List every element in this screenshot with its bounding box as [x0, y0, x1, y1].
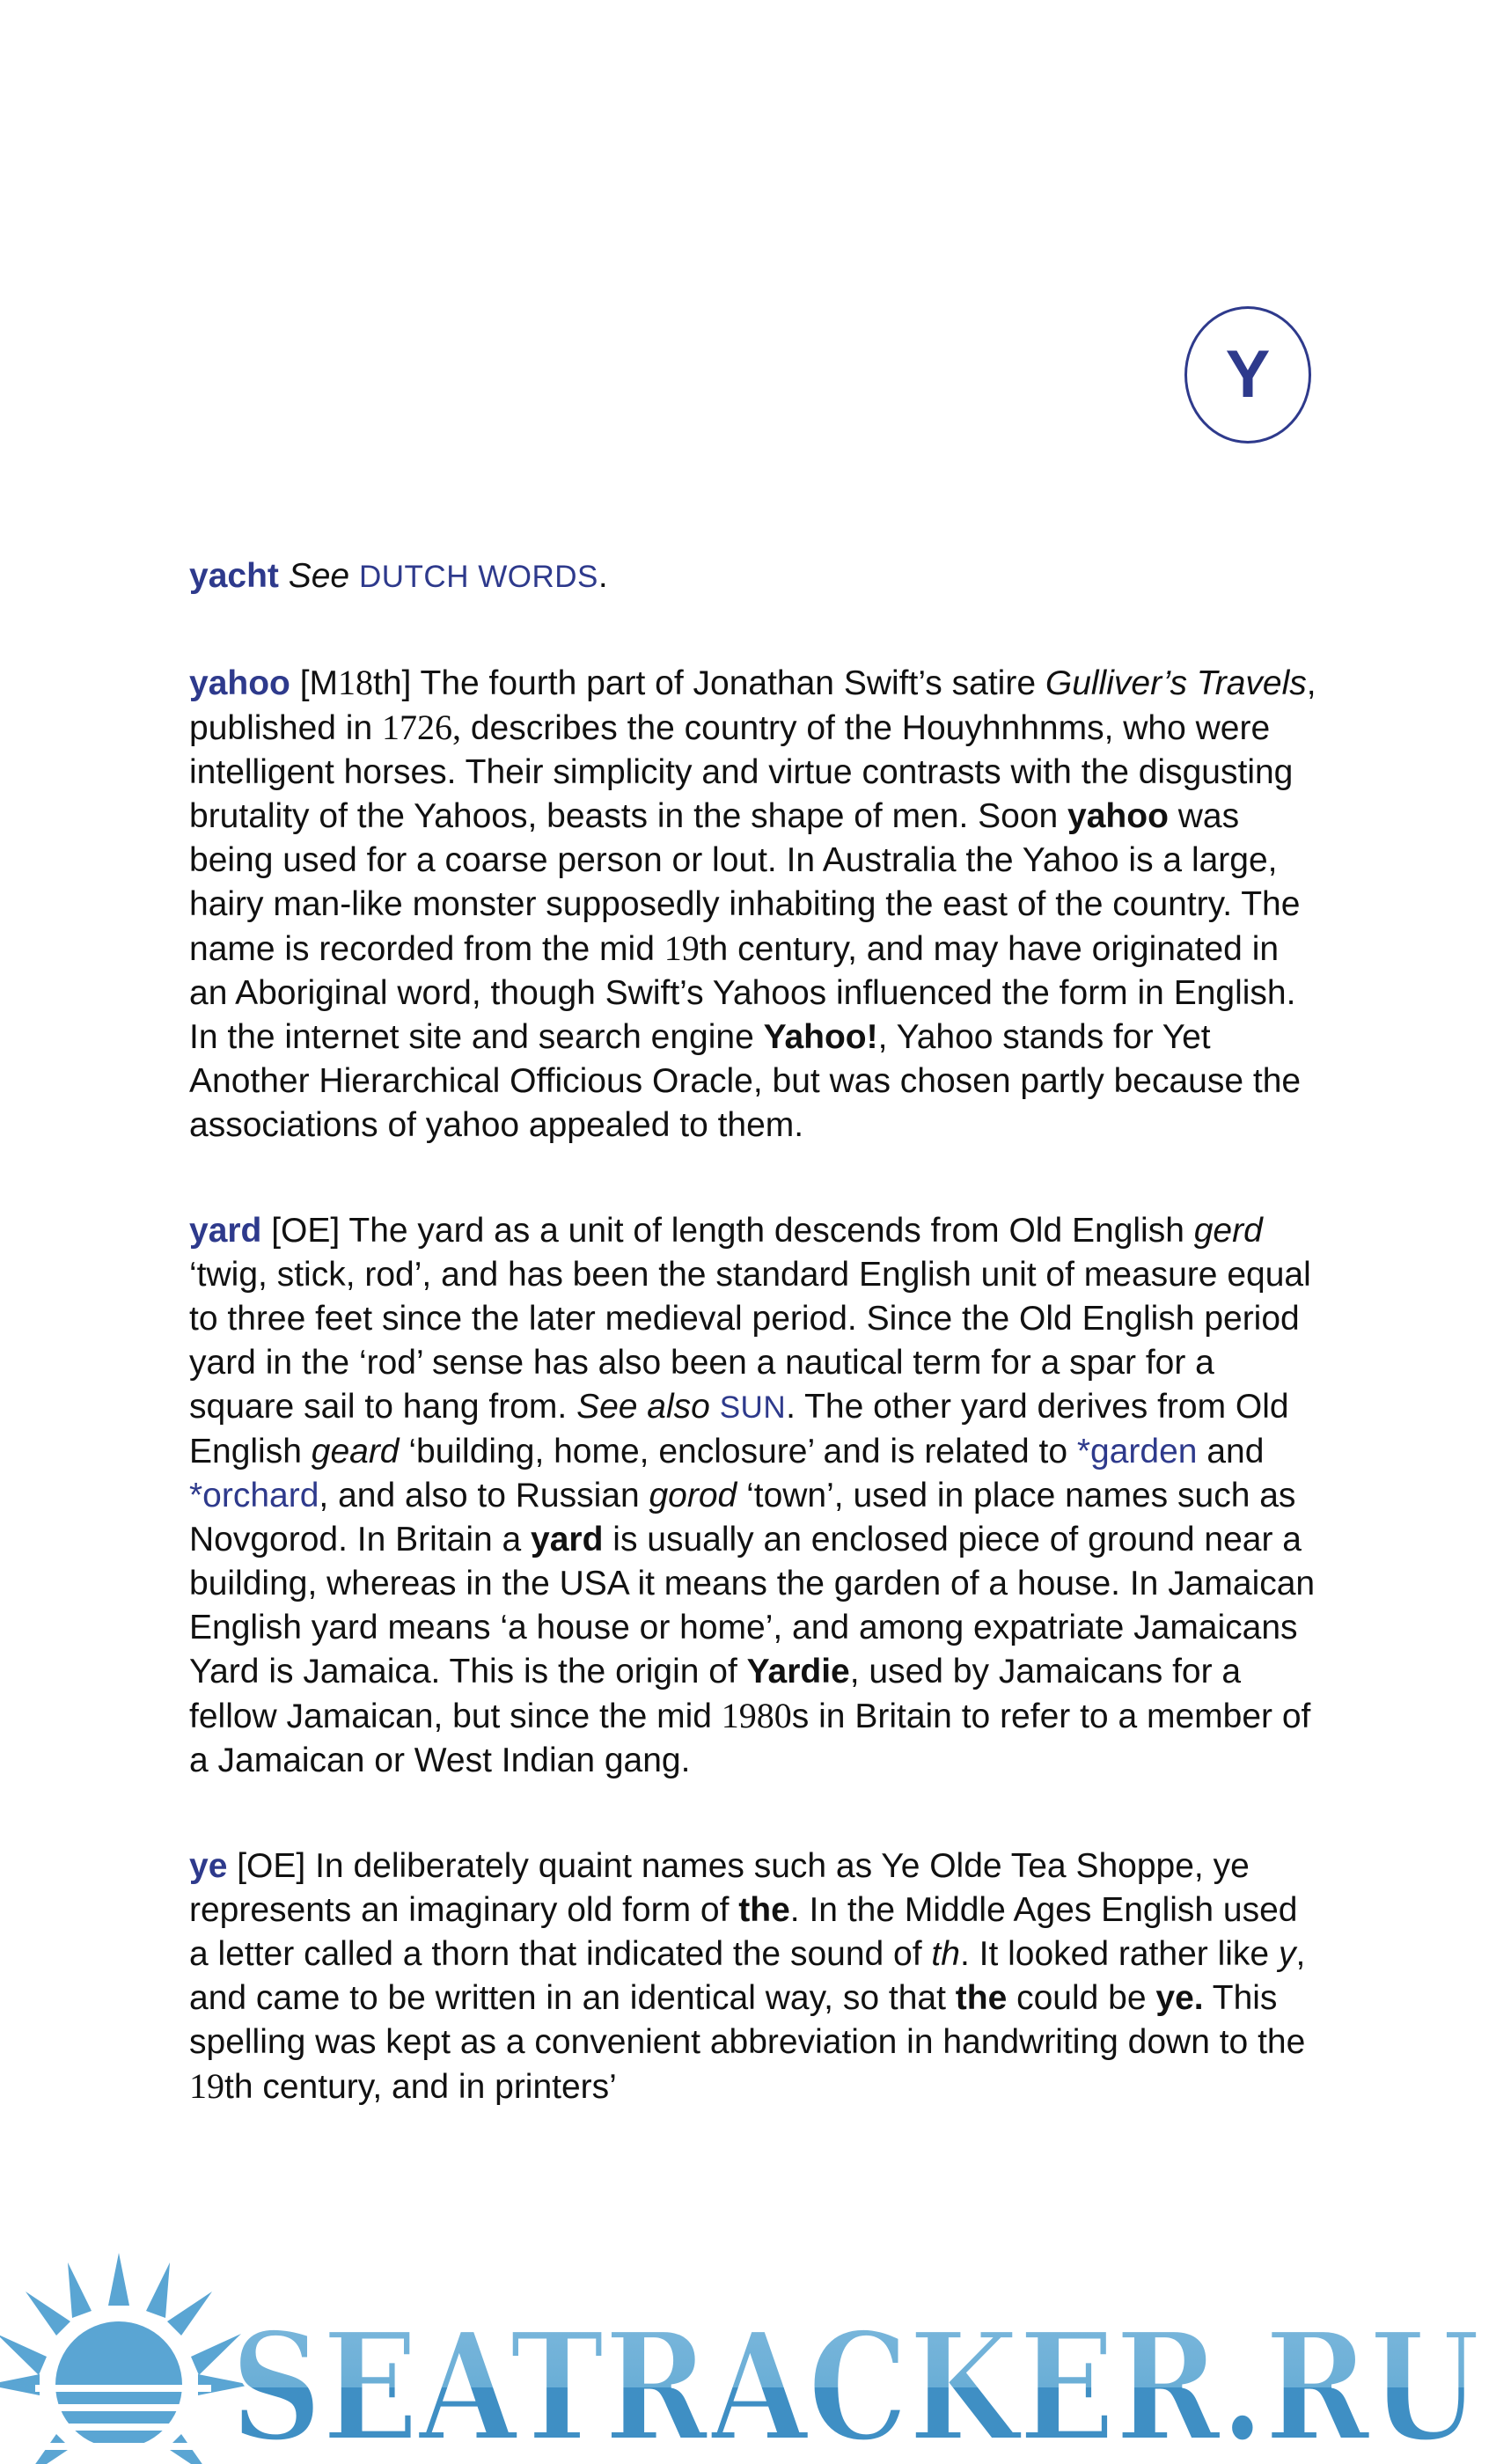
- numeral: 19: [664, 928, 700, 968]
- italic-term: y: [1278, 1935, 1296, 1973]
- text-span: .: [598, 557, 608, 595]
- text-span: was being used for a coarse person or lout. In Australia the Yahoo is a large, hairy man-like monster supposedly inhabiting the east of the country. The name is recorded from the mid: [189, 797, 1301, 968]
- italic-term: gorod: [649, 1477, 737, 1514]
- text-span: , used by Jamaicans for a fellow Jamaican, but since the mid: [189, 1653, 1242, 1735]
- text-span: ‘town’, used in place names such as Novgorod. In Britain a: [189, 1477, 1296, 1558]
- bold-term: yard: [531, 1521, 604, 1558]
- text-span: th century, and may have originated in an Aboriginal word, though Swift’s Yahoos influenced the form in English. In the internet site and search engine: [189, 930, 1296, 1056]
- see-label: See: [288, 557, 350, 595]
- text-span: s in Britain to refer to a member of a Jamaican or West Indian gang.: [189, 1698, 1311, 1779]
- chapter-letter-badge: [1184, 306, 1311, 444]
- sun-logo-icon: [0, 2253, 251, 2464]
- text-span: and: [1197, 1433, 1265, 1470]
- entry-yacht: [189, 554, 1324, 599]
- headword: yahoo: [189, 664, 290, 702]
- numeral: 1980: [721, 1696, 792, 1735]
- bold-term: ye.: [1155, 1979, 1204, 2017]
- bold-term: yahoo: [1067, 797, 1169, 835]
- text-span: , and also to Russian: [319, 1477, 649, 1514]
- entry-yard: [189, 1209, 1324, 1783]
- entry-yahoo: [189, 661, 1324, 1148]
- bold-term: Yahoo!: [763, 1018, 878, 1056]
- watermark: [0, 2235, 1496, 2464]
- text-span: , Yahoo stands for Yet Another Hierarchical Officious Oracle, but was chosen partly because the associations of yahoo appealed to them.: [189, 1018, 1302, 1144]
- text-span: . The other yard derives from Old English: [189, 1388, 1289, 1470]
- headword: yacht: [189, 557, 279, 595]
- cross-reference-link[interactable]: *orchard: [189, 1477, 319, 1514]
- bold-term: Yardie: [746, 1653, 850, 1690]
- text-span: . It looked rather like: [959, 1935, 1279, 1973]
- bold-term: the: [955, 1979, 1008, 2017]
- cross-reference-link[interactable]: SUN: [719, 1390, 787, 1425]
- text-span: could be: [1007, 1979, 1156, 2017]
- text-span: [M: [290, 664, 339, 702]
- cross-reference-link[interactable]: DUTCH WORDS: [358, 560, 598, 594]
- see-also-label: See also: [576, 1388, 710, 1426]
- entries-list: [189, 554, 1324, 2171]
- text-span: . In the Middle Ages English used a letter called a thorn that indicated the sound of: [189, 1891, 1298, 1973]
- italic-term: th: [931, 1935, 960, 1973]
- text-span: , published in: [189, 664, 1316, 747]
- text-span: th] The fourth part of Jonathan Swift’s satire: [373, 664, 1045, 702]
- numeral: 19: [189, 2066, 224, 2106]
- numeral: 1726,: [382, 708, 461, 747]
- text-span: describes the country of the Houyhnhnms, who were intelligent horses. Their simplicity and virtue contrasts with the disgusting brutality of the Yahoos, beasts in the shape of men. Soon: [189, 709, 1294, 835]
- text-span: is usually an enclosed piece of ground near a building, whereas in the USA it means the garden of a house. In Jamaican English yard means ‘a house or home’, and among expatriate Jamaicans Yard is Jamaica. This is the origin of: [189, 1521, 1316, 1690]
- entry-ye: [189, 1844, 1324, 2109]
- text-span: [OE] The yard as a unit of length descends from Old English: [261, 1212, 1194, 1250]
- text-span: This spelling was kept as a convenient abbreviation in handwriting down to the: [189, 1979, 1306, 2061]
- text-span: ‘building, home, enclosure’ and is related to: [399, 1433, 1077, 1470]
- watermark-text: SEATRACKER.RU: [231, 2299, 1480, 2464]
- chapter-letter: Y: [1225, 337, 1271, 412]
- bold-term: the: [738, 1891, 790, 1929]
- text-span: ‘twig, stick, rod’, and has been the standard English unit of measure equal to three feet since the later medieval period. Since the Old English period yard in the ‘rod’ sense has also been a nautical term for a spar for a square sail to hang from.: [189, 1256, 1311, 1426]
- text-span: th century, and in printers’: [224, 2068, 617, 2106]
- italic-term: Gulliver’s Travels: [1045, 664, 1307, 702]
- text-span: , and came to be written in an identical way, so that: [189, 1935, 1306, 2017]
- italic-term: gerd: [1193, 1212, 1263, 1250]
- cross-reference-link[interactable]: *garden: [1076, 1433, 1198, 1470]
- headword: yard: [189, 1212, 262, 1250]
- italic-term: geard: [311, 1433, 400, 1470]
- numeral: 18: [338, 663, 374, 702]
- text-span: [OE] In deliberately quaint names such as Ye Olde Tea Shoppe, ye represents an imaginary old form of: [189, 1847, 1250, 1929]
- headword: ye: [189, 1847, 228, 1885]
